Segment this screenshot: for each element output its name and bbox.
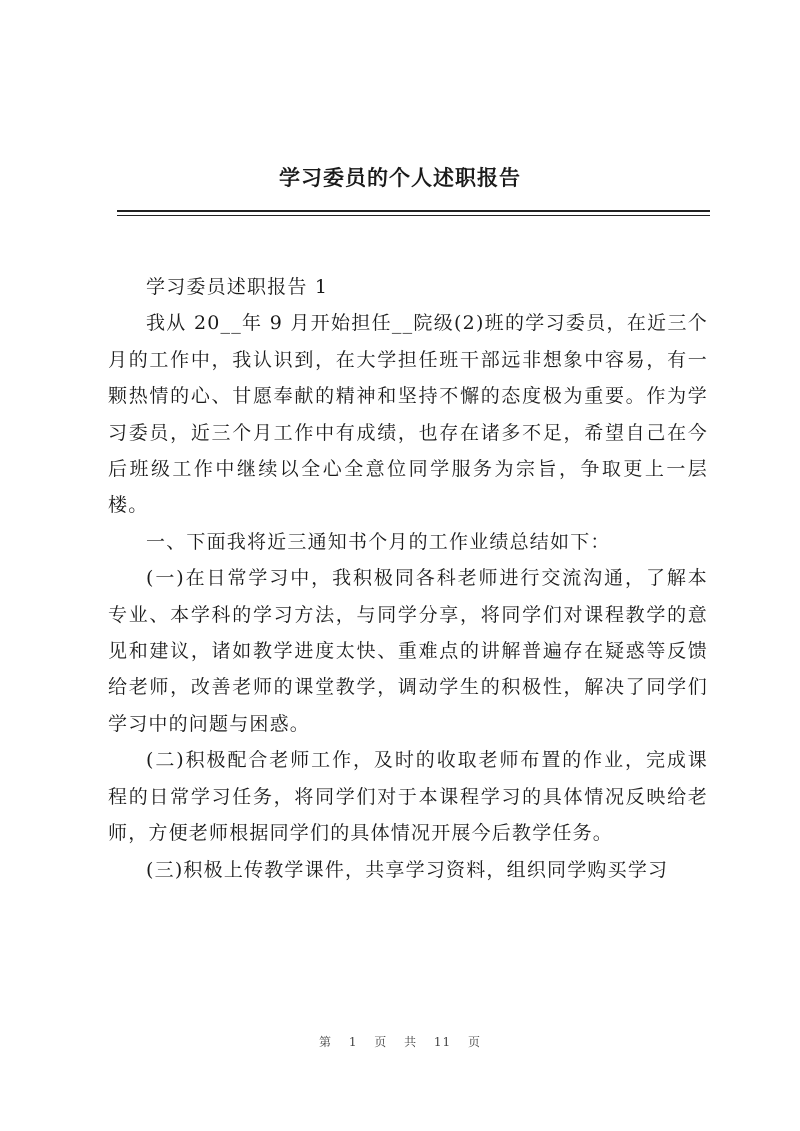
title-divider-thin: [117, 215, 710, 216]
paragraph-summary-heading: 一、下面我将近三通知书个月的工作业绩总结如下：: [146, 530, 611, 553]
page-footer: 第 1 页 共 11 页: [319, 1035, 481, 1049]
document-body: [108, 269, 708, 888]
paragraph-item-2: (二)积极配合老师工作，及时的收取老师布置的作业，完成课程的日常学习任务，将同学们对于本课程学习的具体情况反映给老师，方便老师根据同学们的具体情况开展今后教学任务。: [108, 749, 708, 845]
paragraph-item-3: (三)积极上传教学课件，共享学习资料，组织同学购买学习: [146, 858, 669, 881]
section-heading: 学习委员述职报告 1: [146, 276, 329, 298]
paragraph-intro: 我从 20__年 9 月开始担任__院级(2)班的学习委员，在近三个月的工作中，我认识到，在大学担任班干部远非想象中容易，有一颗热情的心、甘愿奉献的精神和坚持不懈的态度极为重要。作为学习委员，近三个月工作中有成绩，也存在诸多不足，希望自己在今后班级工作中继续以全心全意位同学服务为宗旨，争取更上一层楼。: [108, 312, 708, 517]
title-divider-thick: [117, 210, 710, 212]
paragraph-item-1: (一)在日常学习中，我积极同各科老师进行交流沟通，了解本专业、本学科的学习方法，与同学分享，将同学们对课程教学的意见和建议，诸如教学进度太快、重难点的讲解普遍存在疑惑等反馈给老师，改善老师的课堂教学，调动学生的积极性，解决了同学们学习中的问题与困惑。: [108, 567, 708, 735]
document-title: 学习委员的个人述职报告: [279, 165, 521, 190]
